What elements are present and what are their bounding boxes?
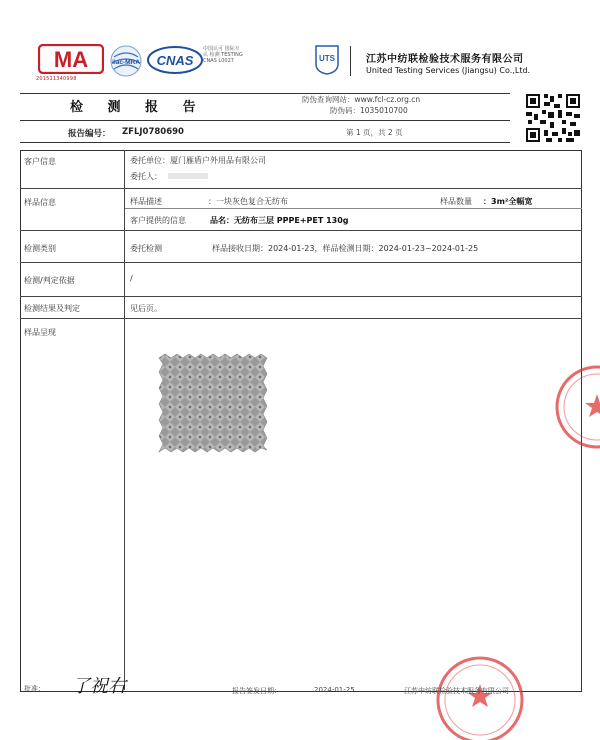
basis-label: 检测/判定依据: [24, 276, 75, 285]
customer-info: 品名：无纺布三层 PPPE+PET 130g: [210, 216, 349, 225]
result: 见后页。: [130, 304, 162, 313]
svg-text:ilac-MRA: ilac-MRA: [112, 59, 140, 66]
info-table: [20, 150, 582, 692]
company-name-cn: 江苏中纺联检验技术服务有限公司: [366, 54, 524, 65]
client-entrust-person: 委托人：: [130, 172, 162, 181]
row-divider: [20, 318, 582, 319]
test-type-label: 检测类别: [24, 244, 56, 253]
report-number-label: 报告编号：: [68, 129, 111, 139]
customer-info-label: 客户提供的信息: [130, 216, 186, 225]
svg-text:MA: MA: [53, 47, 89, 72]
result-label: 检测结果及判定: [24, 304, 80, 313]
sample-info-label: 样品信息: [24, 198, 56, 207]
verify-code: 防伪码：1035010700: [330, 106, 408, 115]
row-divider: [20, 262, 582, 263]
sample-desc-label: 样品描述: [130, 197, 162, 206]
sample-fabric-image: [155, 352, 270, 454]
sample-qty-label: 样品数量: [440, 197, 472, 206]
page-info: 第 1 页，共 2 页: [346, 128, 403, 137]
client-entrust-unit: 委托单位：厦门雁盾户外用品有限公司: [130, 156, 266, 165]
sample-qty: ：3m²全幅宽: [483, 197, 533, 206]
row-divider: [20, 296, 582, 297]
row-divider: [20, 230, 582, 231]
approver-signature: 了祝右: [72, 676, 126, 697]
verify-site: 防伪查询网站：www.fcl-cz.org.cn: [302, 95, 421, 104]
report-number: ZFLJ0780690: [122, 127, 184, 137]
approver-label: 批准：: [24, 685, 45, 693]
qr-code: [524, 92, 582, 144]
company-name-en: United Testing Services (Jiangsu) Co.,Ltd.: [366, 66, 531, 75]
cnas-accreditation-text: 中国认可 国际互认 检测 TESTING CNAS L0027: [203, 46, 243, 64]
test-type: 委托检测: [130, 244, 162, 253]
cnas-logo: [146, 42, 204, 78]
ilac-mra-logo: [106, 44, 146, 78]
uts-logo: [312, 42, 342, 76]
client-info-label: 客户信息: [24, 157, 56, 166]
report-title: 检 测 报 告: [70, 100, 206, 115]
basis: /: [130, 274, 133, 283]
row-subdivider: [125, 208, 582, 209]
logo-divider: [350, 46, 351, 76]
issue-date-label: 报告签发日期：: [232, 687, 281, 695]
cma-logo: [38, 44, 104, 74]
receive-info: 样品接收日期：2024-01-23，样品检测日期：2024-01-23~2024-01-25: [212, 244, 479, 253]
row-divider: [20, 188, 582, 189]
svg-text:CNAS: CNAS: [156, 53, 194, 68]
appearance-label: 样品呈现: [24, 328, 56, 337]
footer-company: 江苏中纺联检验技术服务有限公司: [404, 687, 509, 695]
cma-code: 201511340998: [36, 76, 77, 82]
company-seal: [552, 362, 600, 452]
issue-date: 2024-01-25: [314, 686, 355, 694]
table-column-divider: [124, 150, 125, 690]
svg-text:UTS: UTS: [319, 54, 335, 63]
sample-desc: ：一块灰色复合无纺布: [208, 197, 288, 206]
redacted-name: [168, 173, 208, 179]
